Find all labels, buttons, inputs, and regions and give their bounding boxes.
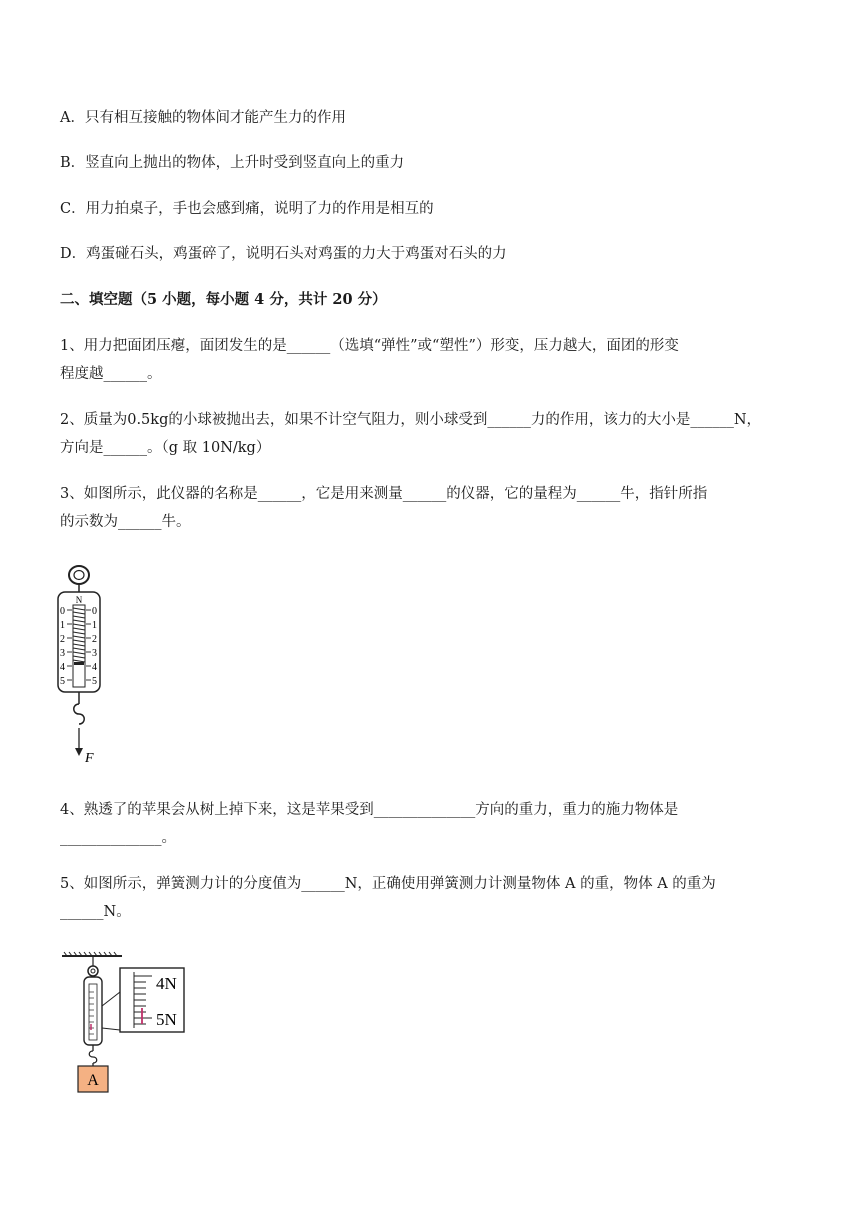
- question-1-line-1: 1、用力把面团压瘪，面团发生的是______（选填“弹性”或“塑性”）形变，压力越大，面团的形变: [60, 338, 679, 354]
- unit-label: N: [75, 595, 83, 605]
- question-3-line-2: 的示数为______牛。: [60, 514, 191, 530]
- scale-label-left-5: 5: [60, 676, 65, 687]
- scale-label-left-3: 3: [60, 648, 65, 659]
- scale-label-right-4: 4: [92, 662, 97, 673]
- zoom-lower-label: 5N: [156, 1010, 177, 1029]
- question-3-line-1: 3、如图所示，此仪器的名称是______，它是用来测量______的仪器，它的量程为______牛，指针所指: [60, 486, 708, 502]
- question-2-line-2: 方向是______。（g 取 10N/kg）: [60, 440, 271, 456]
- section-heading: 二、填空题（5 小题，每小题 4 分，共计 20 分）: [60, 291, 387, 308]
- block-a-label: A: [87, 1072, 99, 1089]
- scale-label-left-4: 4: [60, 662, 65, 673]
- scale-label-left-2: 2: [60, 634, 65, 645]
- spring-scale-figure: [52, 562, 112, 770]
- hanging-scale-figure: [56, 948, 196, 1096]
- question-4-line-2: ______________。: [60, 830, 176, 846]
- question-2-line-1: 2、质量为0.5kg的小球被抛出去，如果不计空气阻力，则小球受到______力的作用，该力的大小是______N，: [60, 412, 762, 428]
- question-5-line-2: ______N。: [60, 904, 131, 920]
- scale-label-left-1: 1: [60, 620, 65, 631]
- force-label: F: [85, 751, 94, 766]
- scale-label-right-0: 0: [92, 606, 97, 617]
- option-c: C．用力拍桌子，手也会感到痛，说明了力的作用是相互的: [60, 201, 434, 217]
- question-1-line-2: 程度越______。: [60, 366, 162, 382]
- scale-label-right-5: 5: [92, 676, 97, 687]
- scale-label-right-2: 2: [92, 634, 97, 645]
- scale-label-right-1: 1: [92, 620, 97, 631]
- option-a: A．只有相互接触的物体间才能产生力的作用: [60, 110, 346, 126]
- scale-label-right-3: 3: [92, 648, 97, 659]
- question-4-line-1: 4、熟透了的苹果会从树上掉下来，这是苹果受到______________方向的重力，重力的施力物体是: [60, 802, 679, 818]
- zoom-upper-label: 4N: [156, 974, 177, 993]
- option-d: D．鸡蛋碰石头，鸡蛋碎了，说明石头对鸡蛋的力大于鸡蛋对石头的力: [60, 246, 507, 262]
- question-5-line-1: 5、如图所示，弹簧测力计的分度值为______N，正确使用弹簧测力计测量物体 A 的重，物体 A 的重为: [60, 876, 716, 892]
- scale-label-left-0: 0: [60, 606, 65, 617]
- option-b: B．竖直向上抛出的物体，上升时受到竖直向上的重力: [60, 155, 405, 171]
